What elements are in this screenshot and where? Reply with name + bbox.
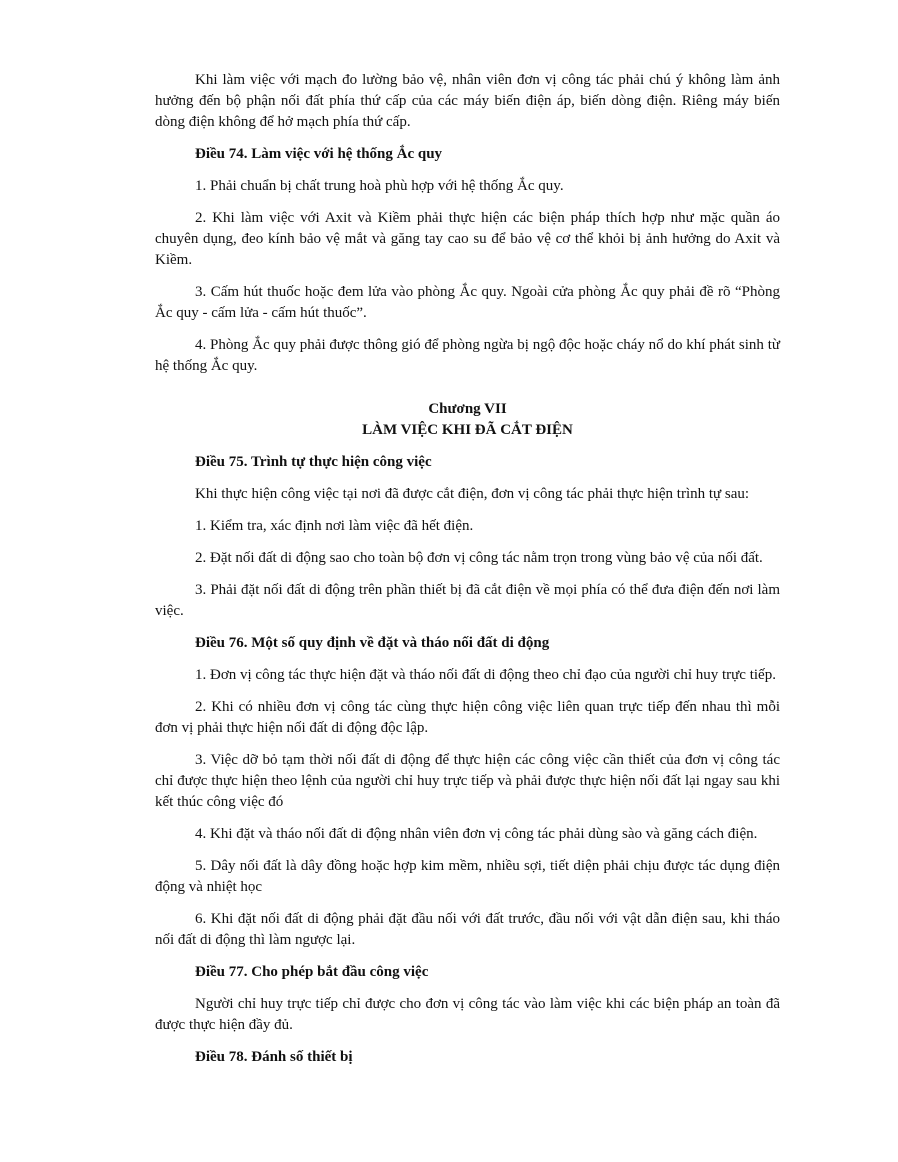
article-77-paragraph: Người chỉ huy trực tiếp chỉ được cho đơn vị công tác vào làm việc khi các biện pháp an toàn đã được thực hiện đầy đủ. bbox=[155, 996, 780, 1033]
article-74-item-2: 2. Khi làm việc với Axit và Kiềm phải thực hiện các biện pháp thích hợp như mặc quần áo chuyên dụng, đeo kính bảo vệ mắt và găng tay cao su để bảo vệ cơ thể khỏi bị ảnh hưởng do Axit và Kiềm. bbox=[155, 210, 780, 268]
article-74-item-3: 3. Cấm hút thuốc hoặc đem lửa vào phòng Ắc quy. Ngoài cửa phòng Ắc quy phải đề rõ “Phòng Ắc quy - cấm lửa - cấm hút thuốc”. bbox=[155, 284, 780, 321]
article-74-heading: Điều 74. Làm việc với hệ thống Ắc quy bbox=[195, 146, 443, 162]
document-page bbox=[155, 70, 780, 1079]
chapter-heading bbox=[155, 399, 780, 441]
article-76-item-4: 4. Khi đặt và tháo nối đất di động nhân viên đơn vị công tác phải dùng sào và găng cách điện. bbox=[195, 826, 758, 842]
article-75-item-2: 2. Đặt nối đất di động sao cho toàn bộ đơn vị công tác nằm trọn trong vùng bảo vệ của nối đất. bbox=[195, 550, 763, 566]
article-76-item-3: 3. Việc dỡ bỏ tạm thời nối đất di động để thực hiện các công việc cần thiết của đơn vị công tác chỉ được thực hiện theo lệnh của người chỉ huy trực tiếp và phải được thực hiện nối đất lại ngay sau khi kết thúc công việc đó bbox=[155, 752, 780, 810]
intro-paragraph: Khi làm việc với mạch đo lường bảo vệ, nhân viên đơn vị công tác phải chú ý không làm ảnh hưởng đến bộ phận nối đất phía thứ cấp của các máy biến điện áp, biến dòng điện. Riêng máy biến dòng điện không để hở mạch phía thứ cấp. bbox=[155, 72, 780, 130]
article-76-item-6: 6. Khi đặt nối đất di động phải đặt đầu nối với đất trước, đầu nối với vật dẫn điện sau, khi tháo nối đất di động thì làm ngược lại. bbox=[155, 911, 780, 948]
article-77-heading: Điều 77. Cho phép bắt đầu công việc bbox=[195, 964, 429, 980]
article-78-heading: Điều 78. Đánh số thiết bị bbox=[195, 1049, 353, 1065]
article-75-item-3: 3. Phải đặt nối đất di động trên phần thiết bị đã cắt điện về mọi phía có thể đưa điện đến nơi làm việc. bbox=[155, 582, 780, 619]
article-74-item-1: 1. Phải chuẩn bị chất trung hoà phù hợp với hệ thống Ắc quy. bbox=[195, 178, 564, 194]
article-75-item-1: 1. Kiểm tra, xác định nơi làm việc đã hết điện. bbox=[195, 518, 474, 534]
chapter-number: Chương VII bbox=[428, 401, 507, 417]
article-76-item-5: 5. Dây nối đất là dây đồng hoặc hợp kim mềm, nhiều sợi, tiết diện phải chịu được tác dụng điện động và nhiệt học bbox=[155, 858, 780, 895]
article-76-heading: Điều 76. Một số quy định về đặt và tháo nối đất di động bbox=[195, 635, 550, 651]
article-75-intro: Khi thực hiện công việc tại nơi đã được cắt điện, đơn vị công tác phải thực hiện trình tự sau: bbox=[195, 486, 750, 502]
article-74-item-4: 4. Phòng Ắc quy phải được thông gió để phòng ngừa bị ngộ độc hoặc cháy nổ do khí phát sinh từ hệ thống Ắc quy. bbox=[155, 337, 780, 374]
article-76-item-1: 1. Đơn vị công tác thực hiện đặt và tháo nối đất di động theo chỉ đạo của người chỉ huy trực tiếp. bbox=[195, 667, 776, 683]
chapter-title: LÀM VIỆC KHI ĐÃ CẮT ĐIỆN bbox=[362, 422, 573, 438]
article-75-heading: Điều 75. Trình tự thực hiện công việc bbox=[195, 454, 432, 470]
article-76-item-2: 2. Khi có nhiều đơn vị công tác cùng thực hiện công việc liên quan trực tiếp đến nhau thì mỗi đơn vị phải thực hiện nối đất di động độc lập. bbox=[155, 699, 780, 736]
